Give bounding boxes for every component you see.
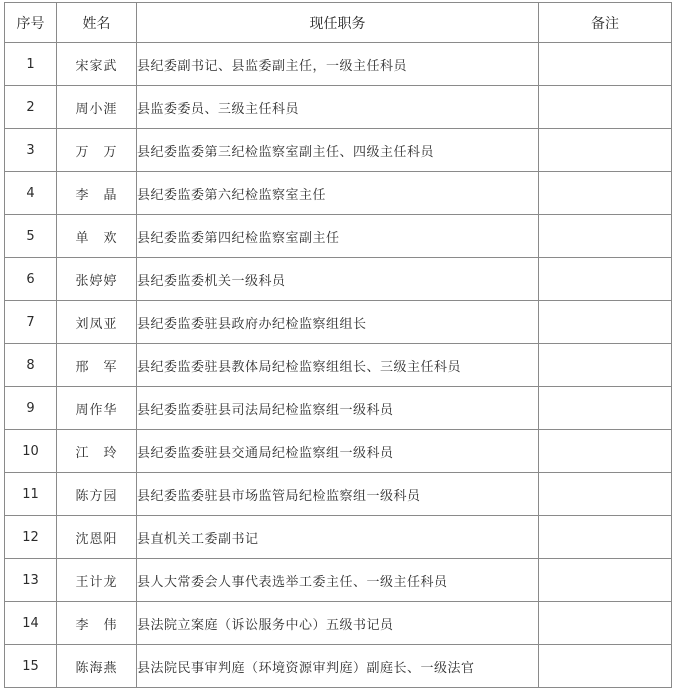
table-body [5,43,672,688]
cell-seq: 5 [5,215,57,258]
table-row [5,516,672,559]
cell-seq: 3 [5,129,57,172]
cell-name: 江 玲 [57,430,137,473]
cell-name: 陈海燕 [57,645,137,688]
cell-note [539,645,672,688]
cell-note [539,344,672,387]
cell-name: 周小涯 [57,86,137,129]
cell-note [539,516,672,559]
header-name: 姓名 [57,3,137,43]
table-row [5,645,672,688]
cell-seq: 1 [5,43,57,86]
cell-name: 邢 军 [57,344,137,387]
cell-duty: 县纪委监委驻县市场监管局纪检监察组一级科员 [137,473,539,516]
cell-name: 王计龙 [57,559,137,602]
cell-duty: 县纪委监委第四纪检监察室副主任 [137,215,539,258]
cell-duty: 县纪委监委第六纪检监察室主任 [137,172,539,215]
cell-duty: 县纪委监委驻县政府办纪检监察组组长 [137,301,539,344]
cell-seq: 7 [5,301,57,344]
table-row [5,430,672,473]
cell-name: 李 伟 [57,602,137,645]
cell-duty: 县法院民事审判庭（环境资源审判庭）副庭长、一级法官 [137,645,539,688]
cell-note [539,215,672,258]
table-row [5,344,672,387]
header-note: 备注 [539,3,672,43]
cell-note [539,473,672,516]
cell-note [539,387,672,430]
cell-duty: 县直机关工委副书记 [137,516,539,559]
cell-name: 宋家武 [57,43,137,86]
table-row [5,215,672,258]
table-row [5,559,672,602]
cell-duty: 县纪委副书记、县监委副主任，一级主任科员 [137,43,539,86]
cell-note [539,129,672,172]
cell-note [539,172,672,215]
cell-name: 张婷婷 [57,258,137,301]
cell-seq: 13 [5,559,57,602]
table-row [5,387,672,430]
table-row [5,86,672,129]
cell-seq: 4 [5,172,57,215]
table-row [5,602,672,645]
cell-note [539,301,672,344]
cell-seq: 2 [5,86,57,129]
cell-duty: 县纪委监委驻县交通局纪检监察组一级科员 [137,430,539,473]
cell-duty: 县监委委员、三级主任科员 [137,86,539,129]
cell-name: 单 欢 [57,215,137,258]
table-row [5,172,672,215]
header-row [5,3,672,43]
table-row [5,473,672,516]
cell-note [539,559,672,602]
cell-note [539,602,672,645]
cell-seq: 11 [5,473,57,516]
cell-seq: 8 [5,344,57,387]
cell-name: 陈方园 [57,473,137,516]
header-duty: 现任职务 [137,3,539,43]
cell-name: 刘凤亚 [57,301,137,344]
cell-duty: 县纪委监委机关一级科员 [137,258,539,301]
cell-note [539,430,672,473]
cell-name: 万 万 [57,129,137,172]
header-seq: 序号 [5,3,57,43]
cell-seq: 14 [5,602,57,645]
cell-seq: 12 [5,516,57,559]
cell-seq: 10 [5,430,57,473]
cell-duty: 县纪委监委第三纪检监察室副主任、四级主任科员 [137,129,539,172]
table-row [5,43,672,86]
cell-note [539,43,672,86]
cell-name: 周作华 [57,387,137,430]
personnel-table [4,2,672,688]
cell-name: 李 晶 [57,172,137,215]
table-row [5,301,672,344]
cell-seq: 15 [5,645,57,688]
cell-duty: 县法院立案庭（诉讼服务中心）五级书记员 [137,602,539,645]
cell-duty: 县纪委监委驻县司法局纪检监察组一级科员 [137,387,539,430]
cell-duty: 县人大常委会人事代表选举工委主任、一级主任科员 [137,559,539,602]
table-row [5,129,672,172]
cell-duty: 县纪委监委驻县教体局纪检监察组组长、三级主任科员 [137,344,539,387]
cell-note [539,258,672,301]
table-row [5,258,672,301]
cell-name: 沈恩阳 [57,516,137,559]
table-header [5,3,672,43]
cell-seq: 6 [5,258,57,301]
cell-seq: 9 [5,387,57,430]
cell-note [539,86,672,129]
